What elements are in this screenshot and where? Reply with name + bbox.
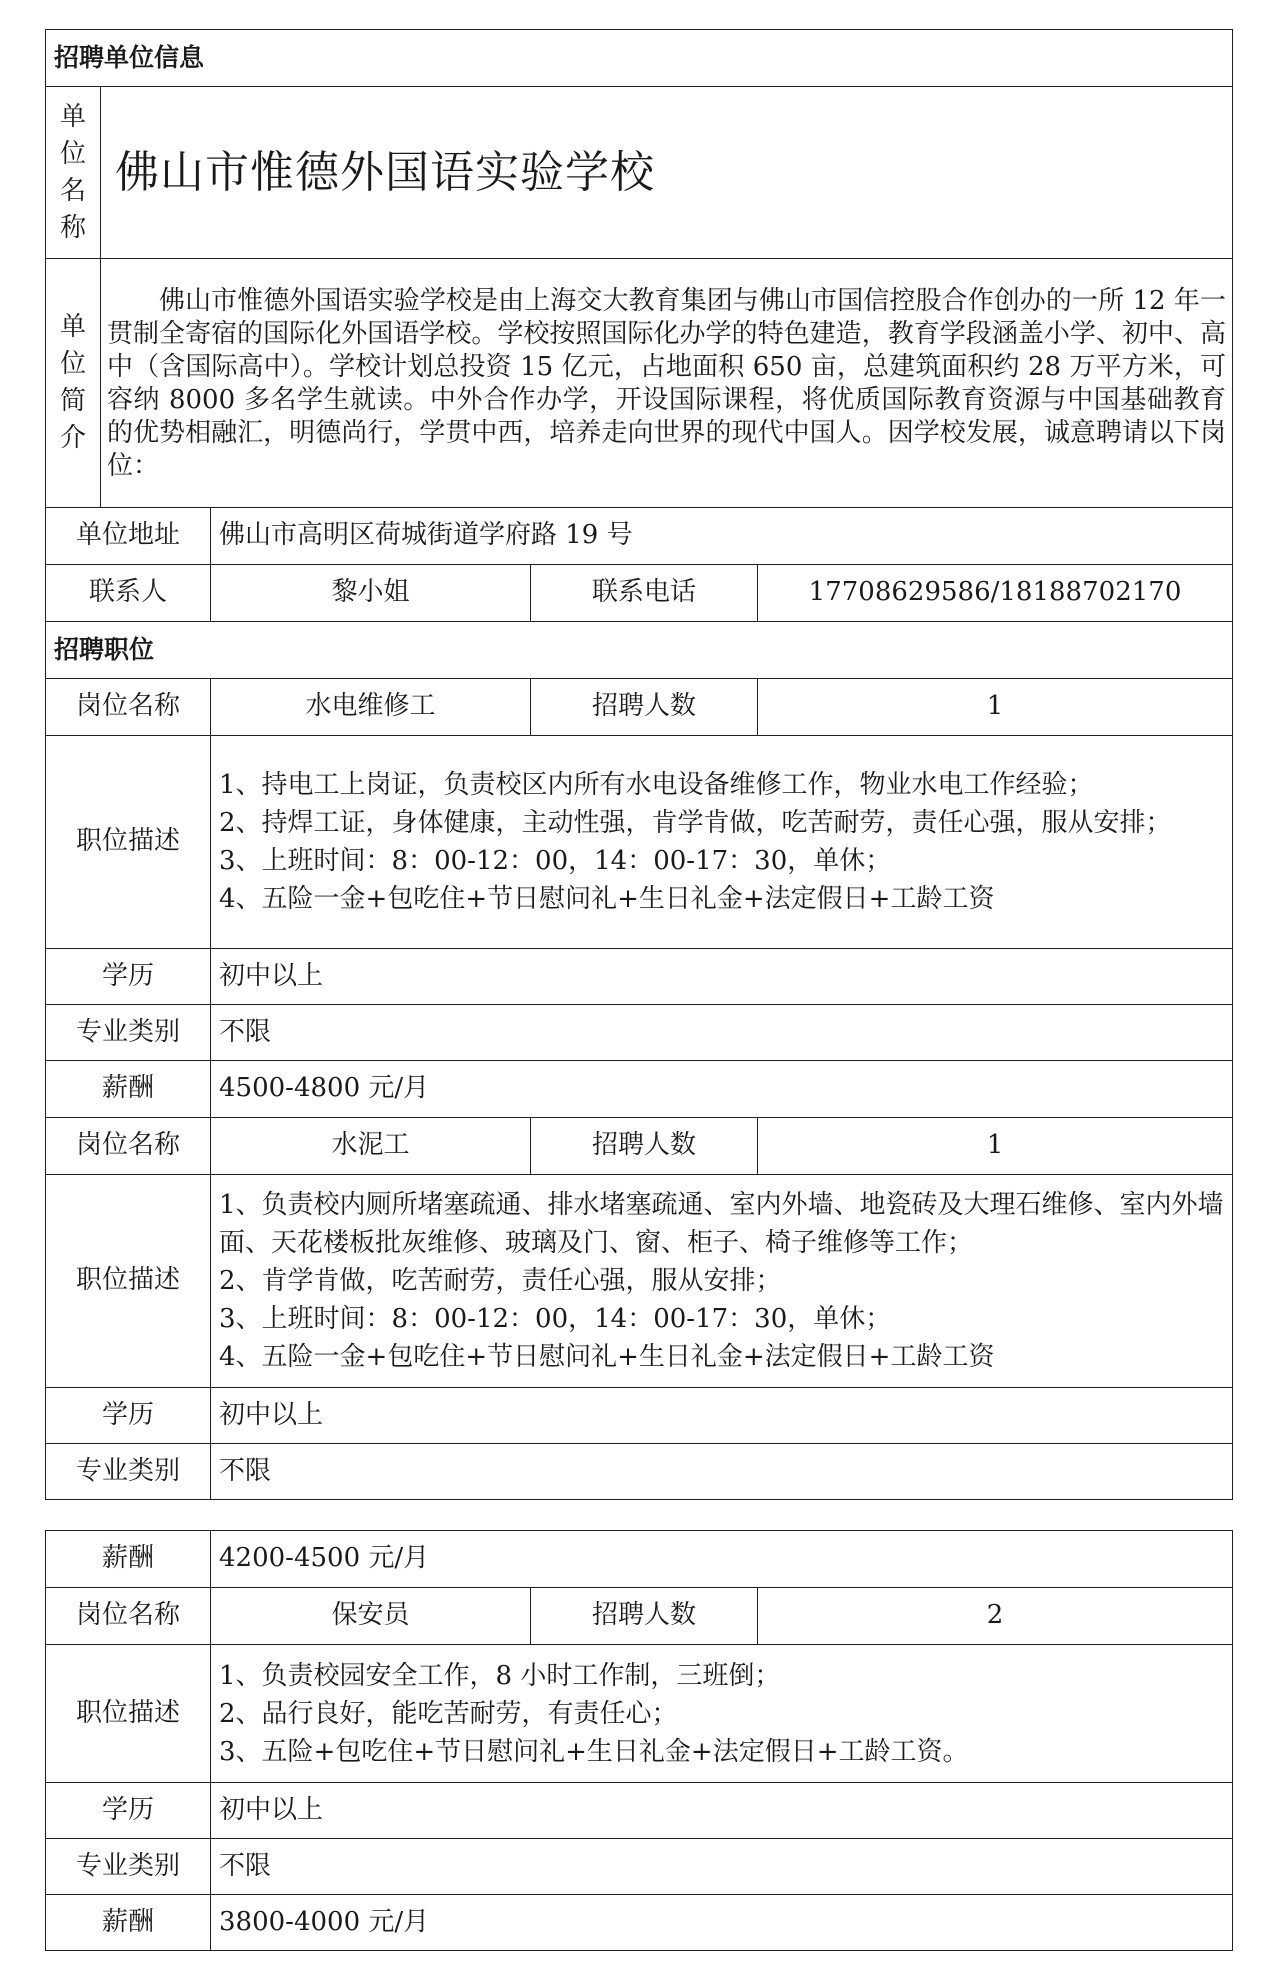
salary-label: 薪酬 — [46, 1061, 211, 1118]
contact-label: 联系人 — [46, 565, 211, 622]
education-label: 学历 — [46, 949, 211, 1005]
education-value: 初中以上 — [211, 1783, 1233, 1839]
hire-count-label: 招聘人数 — [531, 1118, 758, 1175]
desc-line: 2、持焊工证，身体健康，主动性强，肯学肯做，吃苦耐劳，责任心强，服从安排； — [219, 808, 1172, 838]
position-desc — [211, 1175, 1233, 1388]
position-header-row — [46, 1118, 1233, 1175]
contact-row — [46, 565, 1233, 622]
major-row — [46, 1005, 1233, 1061]
position-desc — [211, 1645, 1233, 1783]
recruitment-table-page1 — [45, 29, 1233, 1500]
unit-intro-label: 单 位 简 介 — [46, 259, 101, 508]
salary-row — [46, 1531, 1233, 1588]
desc-line: 3、上班时间：8：00-12：00，14：00-17：30，单休； — [219, 1304, 892, 1334]
major-value: 不限 — [211, 1839, 1233, 1895]
desc-line: 1、持电工上岗证，负责校区内所有水电设备维修工作，物业水电工作经验； — [219, 770, 1094, 800]
major-label: 专业类别 — [46, 1839, 211, 1895]
address-label: 单位地址 — [46, 508, 211, 565]
unit-name-row — [46, 87, 1233, 259]
position-desc-row — [46, 1645, 1233, 1783]
major-label: 专业类别 — [46, 1005, 211, 1061]
salary-value: 4200-4500 元/月 — [211, 1531, 1233, 1588]
salary-row — [46, 1061, 1233, 1118]
address-value: 佛山市高明区荷城街道学府路 19 号 — [211, 508, 1233, 565]
hire-count: 1 — [758, 1118, 1233, 1175]
salary-value: 4500-4800 元/月 — [211, 1061, 1233, 1118]
desc-line: 1、负责校园安全工作，8 小时工作制，三班倒； — [219, 1660, 781, 1691]
position-name-label: 岗位名称 — [46, 1118, 211, 1175]
position-desc-row — [46, 1175, 1233, 1388]
education-row — [46, 1388, 1233, 1444]
desc-line: 1、负责校内厕所堵塞疏通、排水堵塞疏通、室内外墙、地瓷砖及大理石维修、室内外墙面、天花楼板批灰维修、玻璃及门、窗、柜子、椅子维修等工作； — [219, 1190, 1224, 1258]
desc-line: 2、品行良好，能吃苦耐劳，有责任心； — [219, 1698, 678, 1729]
position-name: 水泥工 — [211, 1118, 531, 1175]
hire-count-label: 招聘人数 — [531, 679, 758, 736]
salary-value: 3800-4000 元/月 — [211, 1895, 1233, 1951]
section-row-unit-info — [46, 30, 1233, 87]
position-name: 保安员 — [211, 1588, 531, 1645]
education-label: 学历 — [46, 1388, 211, 1444]
salary-row — [46, 1895, 1233, 1951]
contact-value: 黎小姐 — [211, 565, 531, 622]
education-row — [46, 949, 1233, 1005]
section-title-unit-info: 招聘单位信息 — [46, 30, 1233, 87]
position-desc-label: 职位描述 — [46, 736, 211, 949]
desc-line: 3、上班时间：8：00-12：00，14：00-17：30，单休； — [219, 846, 892, 876]
major-row — [46, 1444, 1233, 1500]
desc-line: 4、五险一金+包吃住+节日慰问礼+生日礼金+法定假日+工龄工资 — [219, 1342, 995, 1372]
unit-name-label: 单 位 名 称 — [46, 87, 101, 259]
hire-count-label: 招聘人数 — [531, 1588, 758, 1645]
unit-intro-text: 佛山市惟德外国语实验学校是由上海交大教育集团与佛山市国信控股合作创办的一所 12 年一贯制全寄宿的国际化外国语学校。学校按照国际化办学的特色建造，教育学段涵盖小学、初中、高中（含国际高中）。学校计划总投资 15 亿元，占地面积 650 亩，总建筑面积约 28 万平方米，可容纳 8000 多名学生就读。中外合作办学，开设国际课程，将优质国际教育资源与中国基础教育的优势相融汇，明德尚行，学贯中西，培养走向世界的现代中国人。因学校发展，诚意聘请以下岗位： — [107, 286, 1227, 481]
major-value: 不限 — [211, 1444, 1233, 1500]
section-title-positions: 招聘职位 — [46, 622, 1233, 679]
phone-label: 联系电话 — [531, 565, 758, 622]
education-value: 初中以上 — [211, 949, 1233, 1005]
section-row-positions — [46, 622, 1233, 679]
education-value: 初中以上 — [211, 1388, 1233, 1444]
position-desc-label: 职位描述 — [46, 1175, 211, 1388]
desc-line: 2、肯学肯做，吃苦耐劳，责任心强，服从安排； — [219, 1266, 782, 1296]
recruitment-table-page2 — [45, 1530, 1233, 1951]
position-header-row — [46, 1588, 1233, 1645]
salary-label: 薪酬 — [46, 1531, 211, 1588]
major-row — [46, 1839, 1233, 1895]
unit-intro — [101, 259, 1233, 508]
desc-line: 4、五险一金+包吃住+节日慰问礼+生日礼金+法定假日+工龄工资 — [219, 884, 995, 914]
position-name-label: 岗位名称 — [46, 679, 211, 736]
unit-intro-row — [46, 259, 1233, 508]
salary-label: 薪酬 — [46, 1895, 211, 1951]
education-label: 学历 — [46, 1783, 211, 1839]
hire-count: 1 — [758, 679, 1233, 736]
position-name-label: 岗位名称 — [46, 1588, 211, 1645]
position-desc — [211, 736, 1233, 949]
unit-name: 佛山市惟德外国语实验学校 — [101, 87, 1233, 259]
position-desc-label: 职位描述 — [46, 1645, 211, 1783]
education-row — [46, 1783, 1233, 1839]
major-value: 不限 — [211, 1005, 1233, 1061]
desc-line: 3、五险+包吃住+节日慰问礼+生日礼金+法定假日+工龄工资。 — [219, 1736, 969, 1767]
hire-count: 2 — [758, 1588, 1233, 1645]
address-row — [46, 508, 1233, 565]
major-label: 专业类别 — [46, 1444, 211, 1500]
position-header-row — [46, 679, 1233, 736]
position-desc-row — [46, 736, 1233, 949]
phone-value: 17708629586/18188702170 — [758, 565, 1233, 622]
position-name: 水电维修工 — [211, 679, 531, 736]
